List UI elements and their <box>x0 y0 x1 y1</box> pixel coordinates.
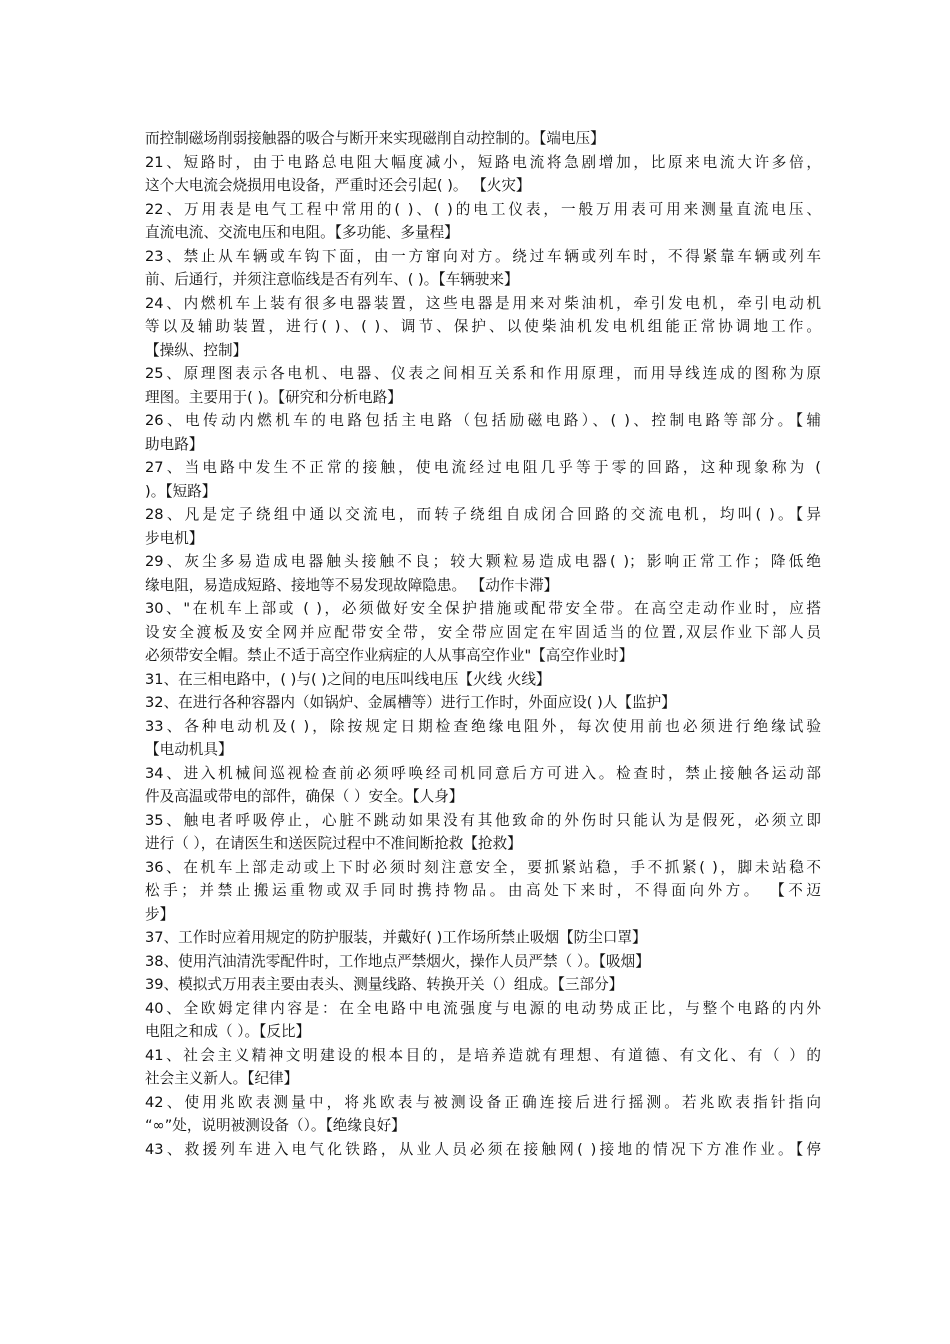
text-line: 31、在三相电路中，( )与( )之间的电压叫线电压【火线 火线】 <box>145 670 551 688</box>
text-line: 29、灰尘多易造成电器触头接触不良；较大颗粒易造成电器( )；影响正常工作；降低绝 <box>145 553 821 570</box>
text-line: 34、进入机械间巡视检查前必须呼唤经司机同意后方可进入。检查时，禁止接触各运动部 <box>145 764 821 782</box>
text-line: 直流电流、交流电压和电阻。【多功能、多量程】 <box>145 224 459 241</box>
document-page <box>145 127 821 1161</box>
text-line: 进行（ ），在请医生和送医院过程中不准间断抢救【抢救】 <box>145 835 522 852</box>
text-line: 24、内燃机车上装有很多电器装置，这些电器是用来对柴油机，牵引发电机，牵引电动机 <box>145 294 821 312</box>
text-line: 前、后通行，并须注意临线是否有列车、( )。【车辆驶来】 <box>145 271 519 288</box>
text-line: 松手；并禁止搬运重物或双手同时携持物品。由高处下来时，不得面向外方。 【不迈 <box>145 882 821 899</box>
text-line: 37、工作时应着用规定的防护服装，并戴好( )工作场所禁止吸烟【防尘口罩】 <box>145 929 647 946</box>
text-line: 等以及辅助装置，进行( )、( )、调节、保护、以使柴油机发电机组能正常协调地工作。 <box>145 318 821 335</box>
text-line: )。【短路】 <box>145 482 217 500</box>
text-line: 23、禁止从车辆或车钩下面，由一方窜向对方。绕过车辆或列车时，不得紧靠车辆或列车 <box>145 247 821 265</box>
text-line: 这个大电流会烧损用电设备，严重时还会引起( )。 【火灾】 <box>145 177 531 194</box>
text-line: 理图。主要用于( )。【研究和分析电路】 <box>145 388 402 406</box>
text-line: 22、万用表是电气工程中常用的( )、( )的电工仪表，一般万用表可用来测量直流电压、 <box>145 200 821 218</box>
text-line: 38、使用汽油清洗零配件时，工作地点严禁烟火，操作人员严禁（ ）。【吸烟】 <box>145 952 650 970</box>
text-line: 缘电阻，易造成短路、接地等不易发现故障隐患。 【动作卡滞】 <box>145 576 559 594</box>
text-line: 【操纵、控制】 <box>145 341 248 359</box>
text-line: 43、救援列车进入电气化铁路，从业人员必须在接触网( )接地的情况下方准作业。【停 <box>145 1140 821 1158</box>
text-line: 步电机】 <box>145 529 204 547</box>
text-line: 26、电传动内燃机车的电路包括主电路（包括励磁电路）、( )、控制电路等部分。【辅 <box>145 412 821 429</box>
text-line: 40、全欧姆定律内容是：在全电路中电流强度与电源的电动势成正比，与整个电路的内外 <box>145 999 821 1017</box>
text-line: 30、"在机车上部或 ( )，必须做好安全保护措施或配带安全带。在高空走动作业时，应搭 <box>145 600 821 617</box>
text-line: 而控制磁场削弱接触器的吸合与断开来实现磁削自动控制的。【端电压】 <box>145 130 605 147</box>
text-line: 33、各种电动机及( )，除按规定日期检查绝缘电阻外，每次使用前也必须进行绝缘试验 <box>145 717 821 735</box>
text-line: 27、当电路中发生不正常的接触，使电流经过电阻几乎等于零的回路，这种现象称为 ( <box>145 459 821 476</box>
text-line: 32、在进行各种容器内（如锅炉、金属槽等）进行工作时，外面应设( )人【监护】 <box>145 694 676 711</box>
text-line: 设安全渡板及安全网并应配带安全带，安全带应固定在牢固适当的位置,双层作业下部人员 <box>145 623 821 641</box>
text-line: 步】 <box>145 905 175 923</box>
text-line: 助电路】 <box>145 435 204 453</box>
text-line: 【电动机具】 <box>145 741 233 758</box>
text-line: 35、触电者呼吸停止，心脏不跳动如果没有其他致命的外伤时只能认为是假死，必须立即 <box>145 811 821 829</box>
text-line: 41、社会主义精神文明建设的根本目的，是培养造就有理想、有道德、有文化、有（ ）的 <box>145 1046 821 1064</box>
text-line: 36、在机车上部走动或上下时必须时刻注意安全，要抓紧站稳，手不抓紧( )，脚未站稳不 <box>145 858 821 876</box>
text-line: 电阻之和成（ ）。【反比】 <box>145 1023 311 1040</box>
text-line: 25、原理图表示各电机、电器、仪表之间相互关系和作用原理，而用导线连成的图称为原 <box>145 365 821 382</box>
text-line: 社会主义新人。【纪律】 <box>145 1070 299 1087</box>
text-line: 39、模拟式万用表主要由表头、测量线路、转换开关（）组成。【三部分】 <box>145 976 624 993</box>
text-line: 42、使用兆欧表测量中，将兆欧表与被测设备正确连接后进行摇测。若兆欧表指针指向 <box>145 1093 821 1111</box>
text-line: 28、凡是定子绕组中通以交流电，而转子绕组自成闭合回路的交流电机，均叫( )。【异 <box>145 506 821 523</box>
text-line: 件及高温或带电的部件，确保（ ）安全。【人身】 <box>145 788 464 805</box>
text-line: 必须带安全帽。禁止不适于高空作业病症的人从事高空作业"【高空作业时】 <box>145 647 634 664</box>
text-line: “∞”处，说明被测设备（）。【绝缘良好】 <box>145 1117 406 1134</box>
text-line: 21、短路时，由于电路总电阻大幅度减小，短路电流将急剧增加，比原来电流大许多倍， <box>145 153 821 171</box>
